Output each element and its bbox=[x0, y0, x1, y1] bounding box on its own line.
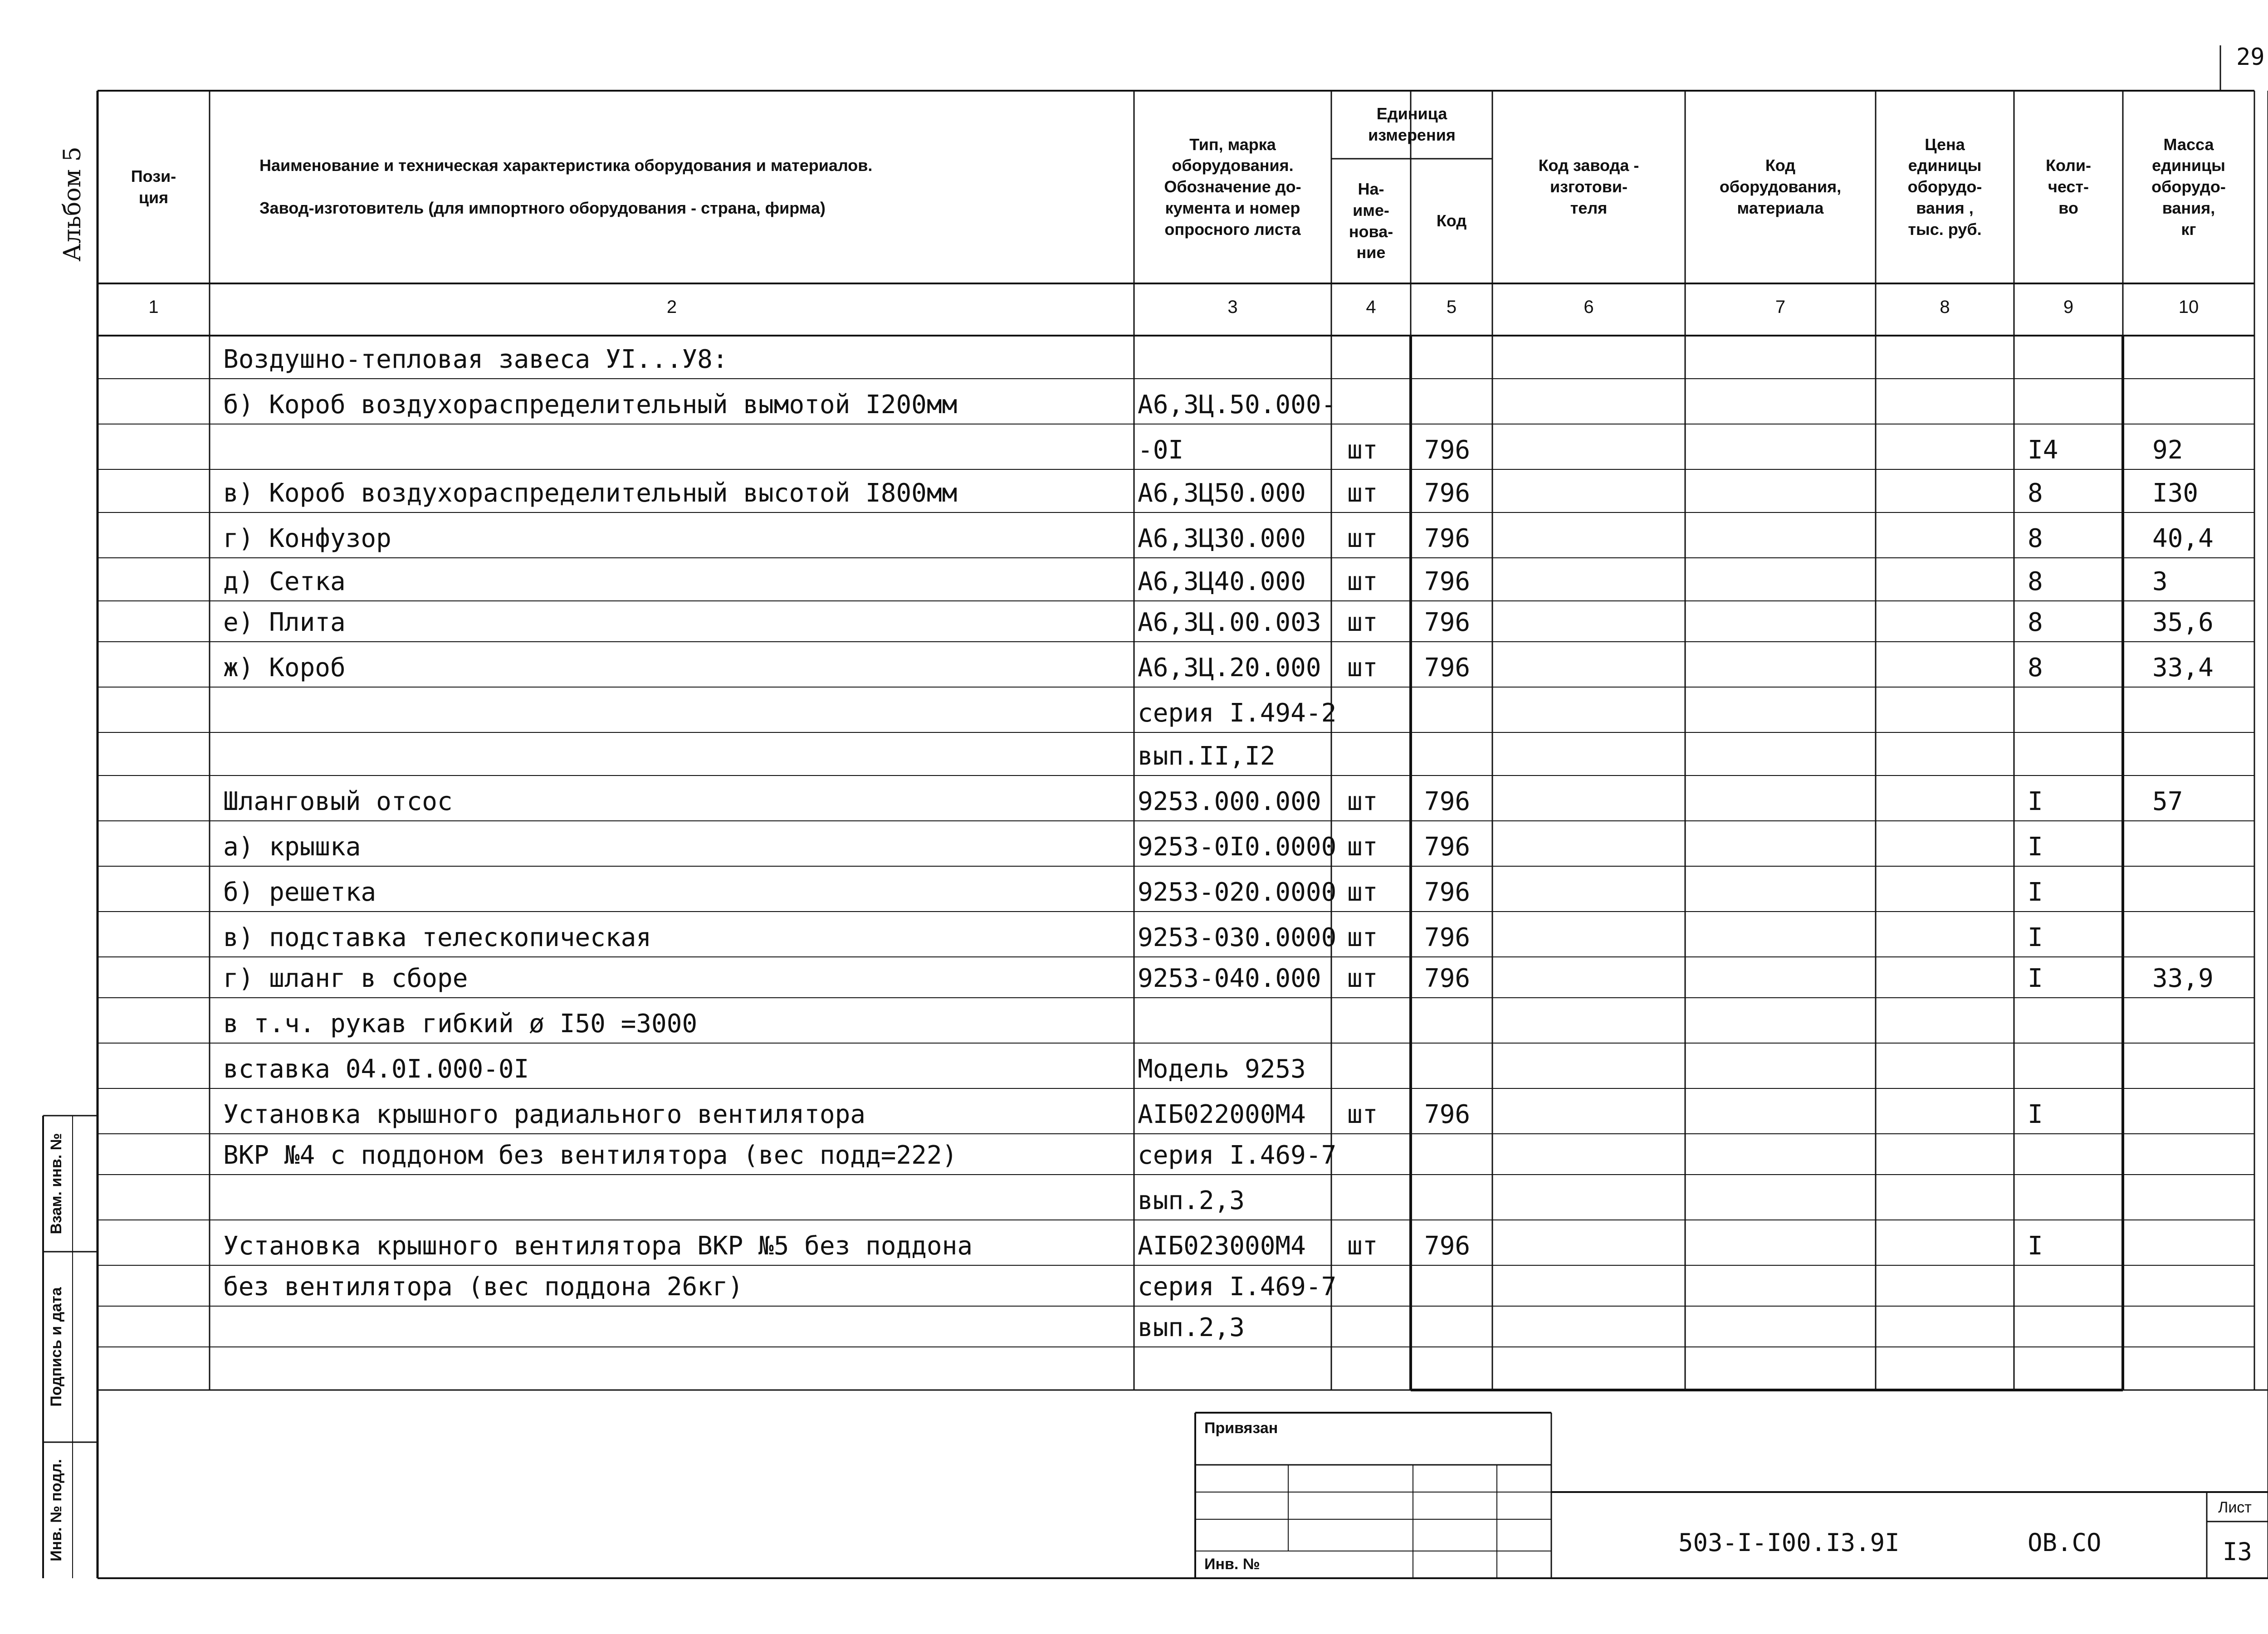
row-code: 796 bbox=[1424, 608, 1471, 637]
row-mass: 35,6 bbox=[2152, 608, 2214, 637]
header-col5: Код bbox=[1436, 211, 1467, 230]
row-code: 796 bbox=[1424, 964, 1471, 993]
column-number: 4 bbox=[1366, 297, 1376, 317]
header-col4: На- име- нова- ние bbox=[1349, 179, 1393, 262]
row-mass: 3 bbox=[2152, 567, 2168, 596]
row-name: е) Плита bbox=[223, 608, 346, 637]
header-col10: Масса единицы оборудо- вания, кг bbox=[2151, 135, 2226, 239]
row-unit: шт bbox=[1347, 832, 1378, 862]
row-qty: 8 bbox=[2028, 524, 2043, 553]
row-name: Воздушно-тепловая завеса УI...У8: bbox=[223, 345, 728, 374]
row-name: ж) Короб bbox=[223, 653, 346, 683]
side-stamp-podpis: Подпись и дата bbox=[48, 1287, 65, 1407]
row-name: Шланговый отсос bbox=[223, 787, 453, 816]
column-number: 10 bbox=[2178, 297, 2199, 317]
row-name: в) Короб воздухораспределительный высотой I800мм bbox=[223, 478, 958, 508]
row-mass: 33,4 bbox=[2152, 653, 2214, 683]
row-type: Модель 9253 bbox=[1138, 1054, 1306, 1084]
row-name: г) Конфузор bbox=[223, 524, 391, 553]
row-type: 9253-0I0.0000 bbox=[1138, 832, 1337, 862]
row-name: д) Сетка bbox=[223, 567, 346, 596]
row-name: а) крышка bbox=[223, 832, 361, 862]
row-type: вып.2,3 bbox=[1138, 1186, 1245, 1215]
row-qty: I bbox=[2028, 832, 2043, 862]
row-type: -0I bbox=[1138, 435, 1184, 465]
row-type: А6,3Ц.50.000- bbox=[1138, 390, 1337, 419]
row-name: вставка 04.0I.000-0I bbox=[223, 1054, 529, 1084]
header-col2: Наименование и техническая характеристика оборудования и материалов. Завод-изготовитель (для импортного оборудования - страна, фирма) bbox=[259, 156, 873, 217]
row-code: 796 bbox=[1424, 1231, 1471, 1261]
column-number: 7 bbox=[1775, 297, 1786, 317]
row-type: серия I.494-2 bbox=[1138, 698, 1337, 728]
row-mass: 92 bbox=[2152, 435, 2183, 465]
row-mass: I30 bbox=[2152, 478, 2199, 508]
header-col7: Код оборудования, материала bbox=[1719, 156, 1842, 217]
row-type: АIБ023000М4 bbox=[1138, 1231, 1306, 1261]
row-qty: I bbox=[2028, 964, 2043, 993]
row-code: 796 bbox=[1424, 878, 1471, 907]
album-label: Альбом 5 bbox=[59, 146, 86, 262]
row-type: вып.II,I2 bbox=[1138, 741, 1276, 771]
row-unit: шт bbox=[1347, 878, 1378, 907]
header-col1: Пози- ция bbox=[131, 166, 176, 207]
row-type: 9253-020.0000 bbox=[1138, 878, 1337, 907]
row-code: 796 bbox=[1424, 923, 1471, 952]
row-type: А6,3Ц40.000 bbox=[1138, 567, 1306, 596]
row-unit: шт bbox=[1347, 787, 1378, 816]
row-mass: 40,4 bbox=[2152, 524, 2214, 553]
sheet-label: Лист bbox=[2218, 1499, 2252, 1516]
row-unit: шт bbox=[1347, 608, 1378, 637]
row-code: 796 bbox=[1424, 787, 1471, 816]
row-unit: шт bbox=[1347, 653, 1378, 683]
row-type: серия I.469-7 bbox=[1138, 1141, 1337, 1170]
column-number: 6 bbox=[1584, 297, 1594, 317]
column-number: 3 bbox=[1227, 297, 1238, 317]
column-number: 9 bbox=[2063, 297, 2074, 317]
row-qty: 8 bbox=[2028, 653, 2043, 683]
row-qty: 8 bbox=[2028, 478, 2043, 508]
row-mass: 57 bbox=[2152, 787, 2183, 816]
header-col8: Цена единицы оборудо- вания , тыс. руб. bbox=[1907, 135, 1982, 239]
header-unit_group: Единица измерения bbox=[1368, 104, 1456, 144]
row-name: без вентилятора (вес поддона 26кг) bbox=[223, 1272, 743, 1302]
header-col6: Код завода - изготови- теля bbox=[1538, 156, 1639, 217]
column-number: 2 bbox=[666, 297, 677, 317]
row-code: 796 bbox=[1424, 832, 1471, 862]
row-name: Установка крышного радиального вентилятора bbox=[223, 1100, 866, 1129]
row-type: вып.2,3 bbox=[1138, 1313, 1245, 1342]
column-number: 5 bbox=[1446, 297, 1457, 317]
row-qty: I bbox=[2028, 787, 2043, 816]
row-unit: шт bbox=[1347, 478, 1378, 508]
row-qty: 8 bbox=[2028, 608, 2043, 637]
document-mark: ОВ.СО bbox=[2028, 1528, 2102, 1557]
row-unit: шт bbox=[1347, 1100, 1378, 1129]
header-col9: Коли- чест- во bbox=[2045, 156, 2092, 217]
row-unit: шт bbox=[1347, 1231, 1378, 1261]
row-name: б) решетка bbox=[223, 878, 376, 907]
row-mass: 33,9 bbox=[2152, 964, 2214, 993]
sheet-number: I3 bbox=[2223, 1537, 2253, 1566]
column-number: 1 bbox=[148, 297, 159, 317]
page-number: 29 bbox=[2236, 44, 2265, 71]
row-unit: шт bbox=[1347, 435, 1378, 465]
row-type: серия I.469-7 bbox=[1138, 1272, 1337, 1302]
row-type: А6,3Ц.20.000 bbox=[1138, 653, 1321, 683]
row-name: б) Короб воздухораспределительный вымотой I200мм bbox=[223, 390, 958, 419]
row-name: в) подставка телескопическая bbox=[223, 923, 652, 952]
row-type: АIБ022000М4 bbox=[1138, 1100, 1306, 1129]
row-unit: шт bbox=[1347, 567, 1378, 596]
row-unit: шт bbox=[1347, 923, 1378, 952]
row-qty: I bbox=[2028, 878, 2043, 907]
row-type: 9253.000.000 bbox=[1138, 787, 1321, 816]
row-type: 9253-040.000 bbox=[1138, 964, 1321, 993]
row-name: Установка крышного вентилятора ВКР №5 без поддона bbox=[223, 1231, 973, 1261]
row-type: А6,3Ц50.000 bbox=[1138, 478, 1306, 508]
row-qty: I bbox=[2028, 1231, 2043, 1261]
side-stamp-vzam: Взам. инв. № bbox=[48, 1133, 65, 1234]
row-name: в т.ч. рукав гибкий ø I50 =3000 bbox=[223, 1009, 698, 1039]
side-stamp-inv: Инв. № подл. bbox=[48, 1459, 65, 1561]
row-unit: шт bbox=[1347, 524, 1378, 553]
row-code: 796 bbox=[1424, 478, 1471, 508]
document-code: 503-I-I00.I3.9I bbox=[1678, 1528, 1900, 1557]
row-code: 796 bbox=[1424, 653, 1471, 683]
row-code: 796 bbox=[1424, 524, 1471, 553]
row-qty: I bbox=[2028, 1100, 2043, 1129]
row-code: 796 bbox=[1424, 567, 1471, 596]
row-unit: шт bbox=[1347, 964, 1378, 993]
row-qty: I4 bbox=[2028, 435, 2058, 465]
inventory-number-label: Инв. № bbox=[1204, 1556, 1260, 1573]
row-type: А6,3Ц30.000 bbox=[1138, 524, 1306, 553]
row-qty: I bbox=[2028, 923, 2043, 952]
row-name: ВКР №4 с поддоном без вентилятора (вес подд=222) bbox=[223, 1141, 958, 1170]
row-qty: 8 bbox=[2028, 567, 2043, 596]
row-type: 9253-030.0000 bbox=[1138, 923, 1337, 952]
header-col3: Тип, марка оборудования. Обозначение до- кумента и номер опросного листа bbox=[1164, 135, 1301, 239]
row-code: 796 bbox=[1424, 1100, 1471, 1129]
privyazan-label: Привязан bbox=[1204, 1419, 1278, 1437]
row-name: г) шланг в сборе bbox=[223, 964, 468, 993]
row-code: 796 bbox=[1424, 435, 1471, 465]
row-type: А6,3Ц.00.003 bbox=[1138, 608, 1321, 637]
column-number: 8 bbox=[1940, 297, 1950, 317]
